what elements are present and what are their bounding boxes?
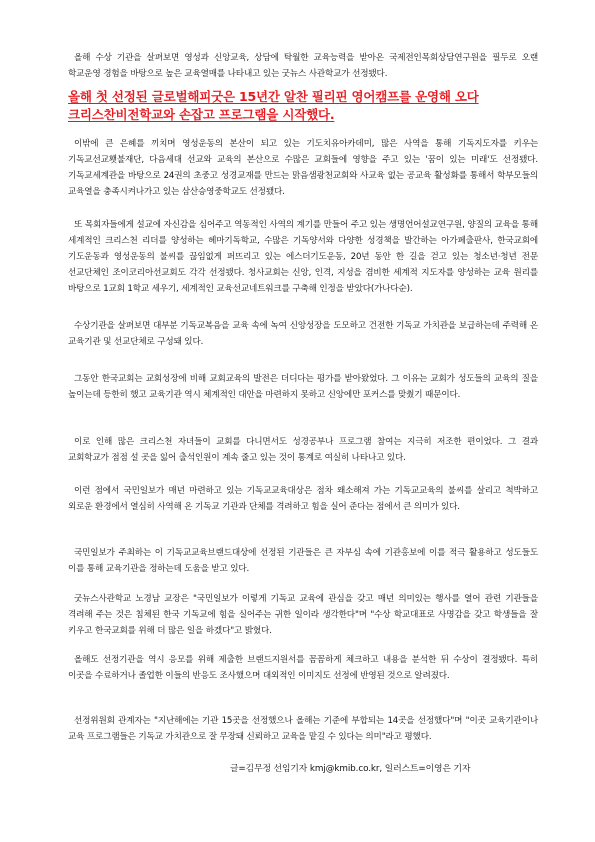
article-headline: 올해 첫 선정된 글로벌해피굿은 15년간 알찬 필리핀 영어캠프를 운영해 오다 크리스찬비전학교와 손잡고 프로그램을 시작했다.	[68, 89, 479, 122]
body-paragraph-8: 굿뉴스사관학교 노경남 교장은 "국민일보가 이렇게 기독교 교육에 관심을 갖고 매년 의미있는 행사를 열어 관련 기관들을 격려해 주는 것은 침체된 한국 기독교에 힘을 실어주는 귀한 일이라 생각한다"며 "수상 학교대표로 사명감을 갖고 학생들을 잘 키우고 한국교회를 위해 더 많은 일을 하겠다"고 밝혔다.	[68, 594, 538, 636]
body-paragraph-6: 이런 점에서 국민일보가 매년 마련하고 있는 기독교교육대상은 점차 왜소해져 가는 기독교교육의 불씨를 살리고 척박하고 외로운 환경에서 열심히 사역해 온 기독교 기관과 단체를 격려하고 힘을 실어 준다는 점에서 큰 의미가 있다.	[68, 486, 538, 512]
intro-paragraph: 올해 수상 기관을 살펴보면 영성과 신앙교육, 상담에 탁월한 교육능력을 받아온 국제전인목회상담연구원을 필두로 오랜 학교운영 경험을 바탕으로 높은 교육열매를 나타내고 있는 굿뉴스 사관학교가 선정됐다.	[68, 53, 538, 79]
byline: 글=김무정 선임기자 kmj@kmib.co.kr, 일러스트=이영은 기자	[230, 764, 471, 774]
body-paragraph-2: 또 목회자들에게 설교에 자신감을 심어주고 역동적인 사역의 계기를 만들어 주고 있는 생명언어설교연구원, 양질의 교육을 통해 세계적인 크리스천 리더를 양성하는 헤마기독학교, 수많은 기독양서와 다양한 성경책을 발간하는 아가페출판사, 한국교회에 기도운동과 영성운동의 불씨를 끊임없게 퍼뜨리고 있는 에스더기도운동, 20년 동안 한 길을 걷고 있는 청소년·청년 전문 선교단체인 조이코리아선교회도 각각 선정됐다. 청사교회는 신앙, 인격, 지성을 겸비한 세계적 지도자를 양성하는 교육 원리를 바탕으로 1교회 1학교 세우기, 세계적인 교육선교네트워크를 구축해 인정을 받았다(가나다순).	[68, 220, 538, 294]
body-paragraph-1: 이밖에 큰 은혜를 끼치며 영성운동의 본산이 되고 있는 기도치유아카데미, 많은 사역을 통해 기독지도자를 키우는 기독교선교횃불재단, 다음세대 선교와 교육의 본산으로 수많은 교회들에 영향을 주고 있는 '꿈이 있는 미래'도 선정됐다. 기독교세계관을 바탕으로 24권의 초중고 성경교재를 만드는 맑음샘광천교회와 사교육 없는 공교육 활성화를 통해서 학부모들의 교육열을 충족시켜나가고 있는 삼산승영중학교도 선정됐다.	[68, 139, 538, 197]
body-paragraph-10: 선정위원회 관계자는 "지난해에는 기관 15곳을 선정했으나 올해는 기준에 부합되는 14곳을 선정했다"며 "이곳 교육기관이나 교육 프로그램들은 기독교 가치관으로 잘 무장돼 신뢰하고 교육을 맡길 수 있다는 의미"라고 평했다.	[68, 716, 538, 742]
body-paragraph-9: 올해도 선정기관을 역시 응모를 위해 제출한 브랜드지원서를 꼼꼼하게 체크하고 내용을 분석한 뒤 수상이 결정됐다. 특히 이곳을 수료하거나 졸업한 이들의 반응도 조사했으며 대외적인 이미지도 선정에 반영된 것으로 알려졌다.	[68, 655, 538, 681]
body-paragraph-5: 이로 인해 많은 크리스천 자녀들이 교회를 다니면서도 성경공부나 프로그램 참여는 지극히 저조한 편이었다. 그 결과 교회학교가 점점 설 곳을 잃어 출석인원이 계속 줄고 있는 것이 통계로 여실히 나타나고 있다.	[68, 437, 538, 463]
body-paragraph-7: 국민일보가 주최하는 이 기독교교육브랜드대상에 선정된 기관들은 큰 자부심 속에 기관홍보에 이를 적극 활용하고 성도들도 이를 통해 교육기관을 정하는데 도움을 받고 있다.	[68, 548, 538, 574]
body-paragraph-3: 수상기관을 살펴보면 대부분 기독교복음을 교육 속에 녹여 신앙성장을 도모하고 건전한 기독교 가치관을 보급하는데 주력해 온 교육기관 및 선교단체로 구성돼 있다.	[68, 321, 538, 347]
body-paragraph-4: 그동안 한국교회는 교회성장에 비해 교회교육의 발전은 더디다는 평가를 받아왔었다. 그 이유는 교회가 성도들의 교육의 질을 높이는데 등한히 했고 교육기관 역시 체계적인 대안을 마련하지 못하고 신앙에만 포커스를 맞췄기 때문이다.	[68, 374, 538, 400]
